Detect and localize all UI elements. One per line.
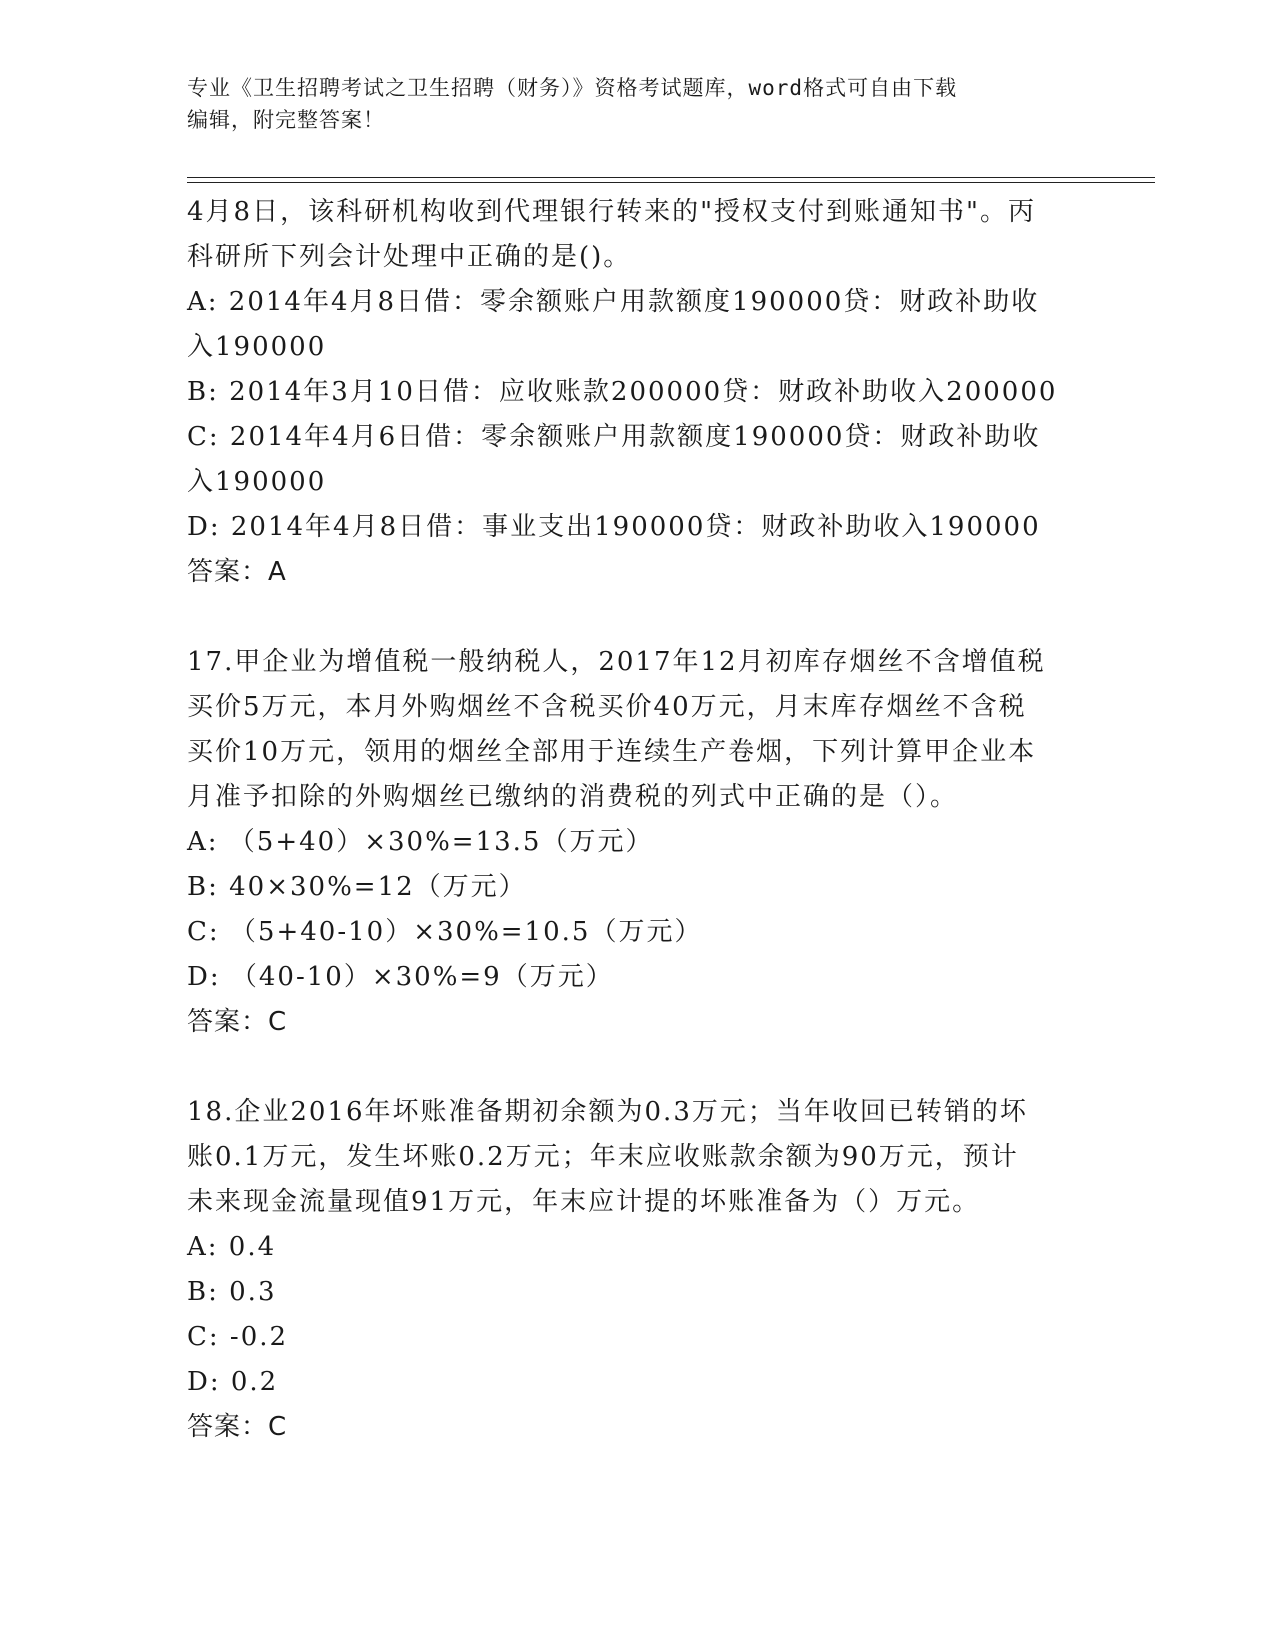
option-d: D: （40-10）×30%=9（万元） xyxy=(187,962,614,992)
answer: 答案：C xyxy=(187,1007,288,1037)
option-c: C: （5+40-10）×30%=10.5（万元） xyxy=(187,917,703,947)
option-d: D: 2014年4月8日借：事业支出190000贷：财政补助收入190000 xyxy=(187,512,1041,542)
option-a: A: （5+40）×30%=13.5（万元） xyxy=(187,827,654,857)
option-b: B: 0.3 xyxy=(187,1277,277,1307)
document-body xyxy=(187,190,1087,1450)
option-a-continued: 入190000 xyxy=(187,332,327,362)
option-c: C: -0.2 xyxy=(187,1322,289,1352)
option-c-continued: 入190000 xyxy=(187,467,327,497)
option-b: B: 40×30%=12（万元） xyxy=(187,872,527,902)
option-b: B: 2014年3月10日借：应收账款200000贷：财政补助收入200000 xyxy=(187,377,1058,407)
answer: 答案：A xyxy=(187,557,287,587)
question-stem: 17.甲企业为增值税一般纳税人，2017年12月初库存烟丝不含增值税 xyxy=(187,647,1046,677)
answer: 答案：C xyxy=(187,1412,288,1442)
question-stem: 18.企业2016年坏账准备期初余额为0.3万元；当年收回已转销的坏 xyxy=(187,1097,1028,1127)
question-stem: 4月8日，该科研机构收到代理银行转来的"授权支付到账通知书"。丙 xyxy=(187,197,1037,227)
question-stem: 月准予扣除的外购烟丝已缴纳的消费税的列式中正确的是（）。 xyxy=(187,782,959,812)
question-stem: 科研所下列会计处理中正确的是()。 xyxy=(187,242,632,272)
document-header xyxy=(187,72,1067,136)
option-c: C: 2014年4月6日借：零余额账户用款额度190000贷：财政补助收 xyxy=(187,422,1041,452)
option-d: D: 0.2 xyxy=(187,1367,279,1397)
question-stem: 账0.1万元，发生坏账0.2万元；年末应收账款余额为90万元，预计 xyxy=(187,1142,1019,1172)
header-line-2: 编辑，附完整答案！ xyxy=(187,108,385,132)
question-stem: 未来现金流量现值91万元，年末应计提的坏账准备为（）万元。 xyxy=(187,1187,981,1217)
question-18 xyxy=(187,1090,1087,1450)
question-stem: 买价10万元，领用的烟丝全部用于连续生产卷烟，下列计算甲企业本 xyxy=(187,737,1037,767)
question-16 xyxy=(187,190,1087,595)
header-divider-top xyxy=(187,177,1155,178)
question-stem: 买价5万元，本月外购烟丝不含税买价40万元，月末库存烟丝不含税 xyxy=(187,692,1027,722)
option-a: A: 0.4 xyxy=(187,1232,277,1262)
option-a: A: 2014年4月8日借：零余额账户用款额度190000贷：财政补助收 xyxy=(187,287,1040,317)
header-divider-bottom xyxy=(187,182,1155,183)
question-17 xyxy=(187,640,1087,1045)
header-line-1: 专业《卫生招聘考试之卫生招聘（财务）》资格考试题库，word格式可自由下载 xyxy=(187,76,958,100)
